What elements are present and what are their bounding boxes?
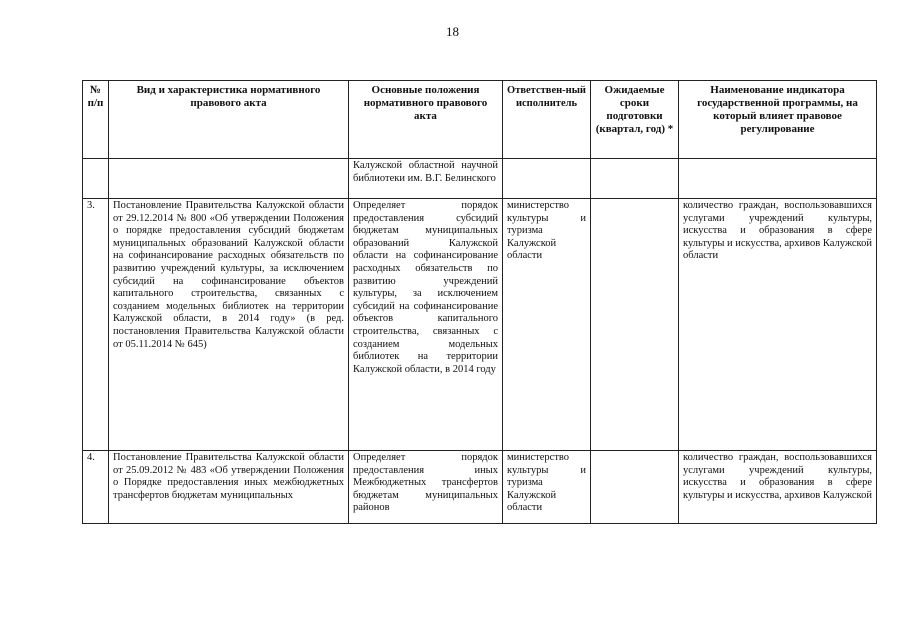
row-terms (591, 159, 679, 199)
header-terms: Ожидаемые сроки подготовки (квартал, год) * (591, 81, 679, 159)
row-act-type: Постановление Правительства Калужской области от 25.09.2012 № 483 «Об утверждении Положения о Порядке предоставления иных межбюджетных трансфертов бюджетам муниципальных (109, 451, 349, 524)
table-row (83, 451, 877, 524)
row-num (83, 159, 109, 199)
row-provisions: Калужской областной научной библиотеки им. В.Г. Белинского (349, 159, 503, 199)
row-provisions: Определяет порядок предоставления иных Межбюджетных трансфертов бюджетам муниципальных районов (349, 451, 503, 524)
header-executor: Ответствен-ный исполнитель (503, 81, 591, 159)
row-terms (591, 199, 679, 451)
row-act-type (109, 159, 349, 199)
legal-acts-table (82, 80, 877, 524)
row-num: 3. (83, 199, 109, 451)
header-indicator: Наименование индикатора государственной программы, на который влияет правовое регулирование (679, 81, 877, 159)
row-terms (591, 451, 679, 524)
header-num: № п/п (83, 81, 109, 159)
row-executor (503, 159, 591, 199)
header-act-type: Вид и характеристика нормативного правового акта (109, 81, 349, 159)
row-num: 4. (83, 451, 109, 524)
table-row (83, 199, 877, 451)
row-provisions: Определяет порядок предоставления субсидий бюджетам муниципальных образований Калужской области на софинансирование расходных обязательств по развитию учреждений культуры, за исключением субсидий на софинансирование объектов капитального строительства, связанных с созданием модельных библиотек на территории Калужской области, в 2014 году (349, 199, 503, 451)
row-act-type: Постановление Правительства Калужской области от 29.12.2014 № 800 «Об утверждении Положения о порядке предоставления субсидий бюджетам муниципальных образований Калужской области на софинансирование расходных обязательств по развитию учреждений культуры, за исключением субсидий на софинансирование объектов капитального строительства, связанных с созданием модельных библиотек на территории Калужской области, в 2014 году» (в ред. постановления Правительства Калужской области от 05.11.2014 № 645) (109, 199, 349, 451)
header-provisions: Основные положения нормативного правового акта (349, 81, 503, 159)
row-indicator (679, 159, 877, 199)
table-row (83, 159, 877, 199)
page-number: 18 (446, 24, 459, 39)
row-executor: министерство культуры и туризма Калужской области (503, 451, 591, 524)
row-executor: министерство культуры и туризма Калужской области (503, 199, 591, 451)
table-header-row (83, 81, 877, 159)
row-indicator: количество граждан, воспользовавшихся услугами учреждений культуры, искусства и образования в сфере культуры и искусства, архивов Калужской (679, 451, 877, 524)
row-indicator: количество граждан, воспользовавшихся услугами учреждений культуры, искусства и образования в сфере культуры и искусства, архивов Калужской области (679, 199, 877, 451)
